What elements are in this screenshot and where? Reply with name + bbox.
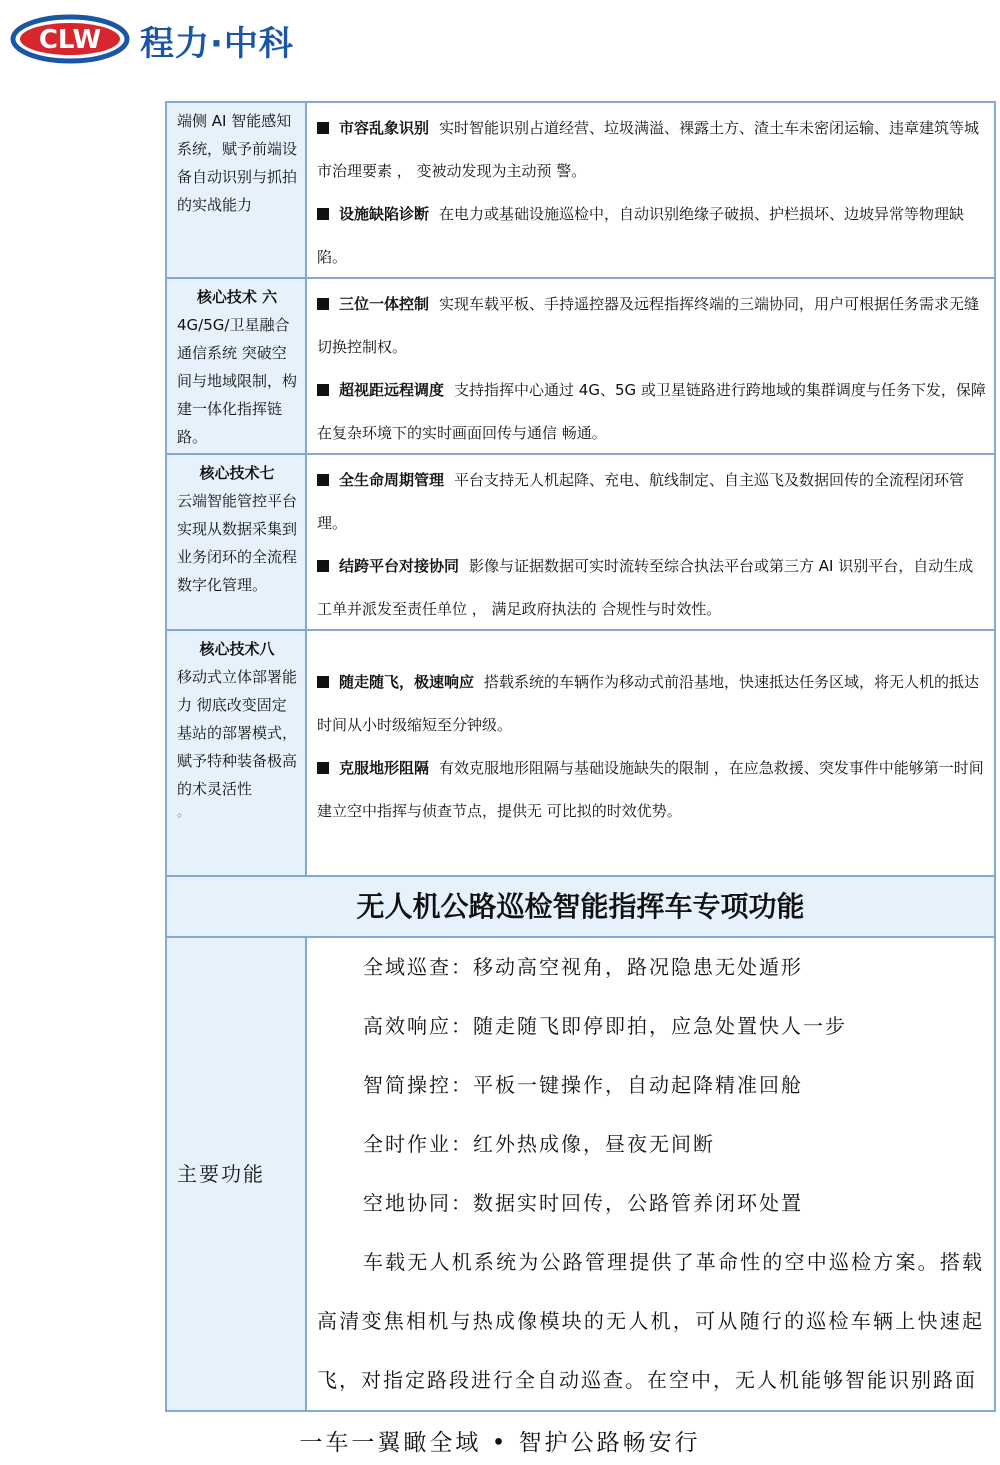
row-content bbox=[307, 103, 994, 277]
bullet-item bbox=[317, 661, 986, 747]
features-content bbox=[307, 938, 994, 1410]
row-content bbox=[307, 631, 994, 875]
row-label-text: 4G/5G/卫星融合通信系统 突破空间与地域限制，构建一体化指挥链路。 bbox=[177, 316, 298, 446]
row-heading: 核心技术 六 bbox=[196, 288, 278, 306]
company-logo bbox=[10, 14, 330, 64]
square-bullet-icon bbox=[317, 208, 329, 220]
bullet-title: 结跨平台对接协同 bbox=[339, 557, 460, 575]
feature-item: 全时作业：红外热成像，昼夜无间断 bbox=[363, 1132, 715, 1156]
row-label-text: 云端智能管控平台 实现从数据采集到业务闭环的全流程数字化管理。 bbox=[177, 492, 298, 594]
bullet-item bbox=[317, 193, 986, 279]
table-row bbox=[167, 455, 994, 631]
row-content bbox=[307, 279, 994, 453]
feature-item: 空地协同：数据实时回传，公路管养闭环处置 bbox=[363, 1191, 803, 1215]
square-bullet-icon bbox=[317, 762, 329, 774]
square-bullet-icon bbox=[317, 122, 329, 134]
bullet-text: 搭载系统的车辆作为移动式前沿基地，快速抵达任务区域，将无人机的抵达时间从小时级缩短至分钟级。 bbox=[317, 673, 980, 734]
bullet-text: 实时智能识别占道经营、垃圾满溢、裸露土方、渣土车未密闭运输、违章建筑等城市治理要素 ， 变被动发现为主动预 警。 bbox=[317, 119, 980, 180]
row-content bbox=[307, 455, 994, 629]
bullet-title: 全生命周期管理 bbox=[339, 471, 445, 489]
features-row bbox=[167, 938, 994, 1410]
square-bullet-icon bbox=[317, 384, 329, 396]
table-row bbox=[167, 103, 994, 279]
row-heading: 核心技术七 bbox=[199, 464, 275, 482]
bullet-text: 平台支持无人机起降、充电、航线制定、自主巡飞及数据回传的全流程闭环管理。 bbox=[317, 471, 965, 532]
spec-table bbox=[165, 101, 996, 1412]
row-label bbox=[167, 455, 307, 629]
clw-logo-icon bbox=[10, 14, 132, 64]
section-title: 无人机公路巡检智能指挥车专项功能 bbox=[167, 877, 994, 938]
row-label bbox=[167, 631, 307, 875]
bullet-title: 设施缺陷诊断 bbox=[339, 205, 430, 223]
square-bullet-icon bbox=[317, 298, 329, 310]
footer-slogan: 一车一翼瞰全域 • 智护公路畅安行 bbox=[299, 1430, 701, 1456]
bullet-text: 在电力或基础设施巡检中，自动识别绝缘子破损、护栏损坏、边坡异常等物理缺陷。 bbox=[317, 205, 965, 266]
bullet-title: 超视距远程调度 bbox=[339, 381, 445, 399]
bullet-item bbox=[317, 545, 986, 631]
feature-item: 高效响应：随走随飞即停即拍，应急处置快人一步 bbox=[363, 1014, 847, 1038]
row-label bbox=[167, 279, 307, 453]
table-row bbox=[167, 631, 994, 877]
features-label-text: 主要功能 bbox=[177, 1162, 265, 1186]
bullet-item bbox=[317, 747, 986, 833]
bullet-item bbox=[317, 107, 986, 193]
bullet-title: 市容乱象识别 bbox=[339, 119, 430, 137]
feature-item: 全域巡查：移动高空视角，路况隐患无处遁形 bbox=[363, 955, 803, 979]
row-label-text: 移动式立体部署能力 彻底改变固定基站的部署模式，赋予特种装备极高的术灵活性 bbox=[177, 668, 298, 798]
brand-name: 程力·中科 bbox=[140, 24, 294, 64]
bullet-title: 随走随飞，极速响应 bbox=[339, 673, 475, 691]
table-row bbox=[167, 279, 994, 455]
feature-item: 智简操控：平板一键操作，自动起降精准回舱 bbox=[363, 1073, 803, 1097]
bullet-text: 影像与证据数据可实时流转至综合执法平台或第三方 AI 识别平台，自动生成工单并派发至责任单位 ， 满足政府执法的 合规性与时效性。 bbox=[317, 557, 974, 618]
feature-paragraph: 车载无人机系统为公路管理提供了革命性的空中巡检方案。搭载高清变焦相机与热成像模块的无人机，可从随行的巡检车辆上快速起飞，对指定路段进行全自动巡查。在空中，无人机能够智能识别路面 bbox=[317, 1250, 984, 1392]
square-bullet-icon bbox=[317, 560, 329, 572]
bullet-item bbox=[317, 283, 986, 369]
bullet-item bbox=[317, 459, 986, 545]
bullet-text: 支持指挥中心通过 4G、5G 或卫星链路进行跨地域的集群调度与任务下发，保障在复杂环境下的实时画面回传与通信 畅通。 bbox=[317, 381, 986, 442]
bullet-text: 实现车载平板、手持遥控器及远程指挥终端的三端协同，用户可根据任务需求无缝切换控制权。 bbox=[317, 295, 980, 356]
trailing-mark: 。 bbox=[177, 805, 191, 820]
bullet-title: 三位一体控制 bbox=[339, 295, 430, 313]
row-label bbox=[167, 103, 307, 277]
square-bullet-icon bbox=[317, 676, 329, 688]
row-label-text: 端侧 AI 智能感知系统，赋予前端设备自动识别与抓拍的实战能力 bbox=[177, 112, 298, 214]
row-heading: 核心技术八 bbox=[199, 640, 275, 658]
bullet-item bbox=[317, 369, 986, 455]
square-bullet-icon bbox=[317, 474, 329, 486]
bullet-title: 克服地形阻隔 bbox=[339, 759, 430, 777]
bullet-text: 有效克服地形阻隔与基础设施缺失的限制 ，在应急救援、突发事件中能够第一时间建立空中指挥与侦查节点，提供无 可比拟的时效优势。 bbox=[317, 759, 984, 820]
features-label bbox=[167, 938, 307, 1410]
logo-text: CLW bbox=[38, 25, 102, 55]
